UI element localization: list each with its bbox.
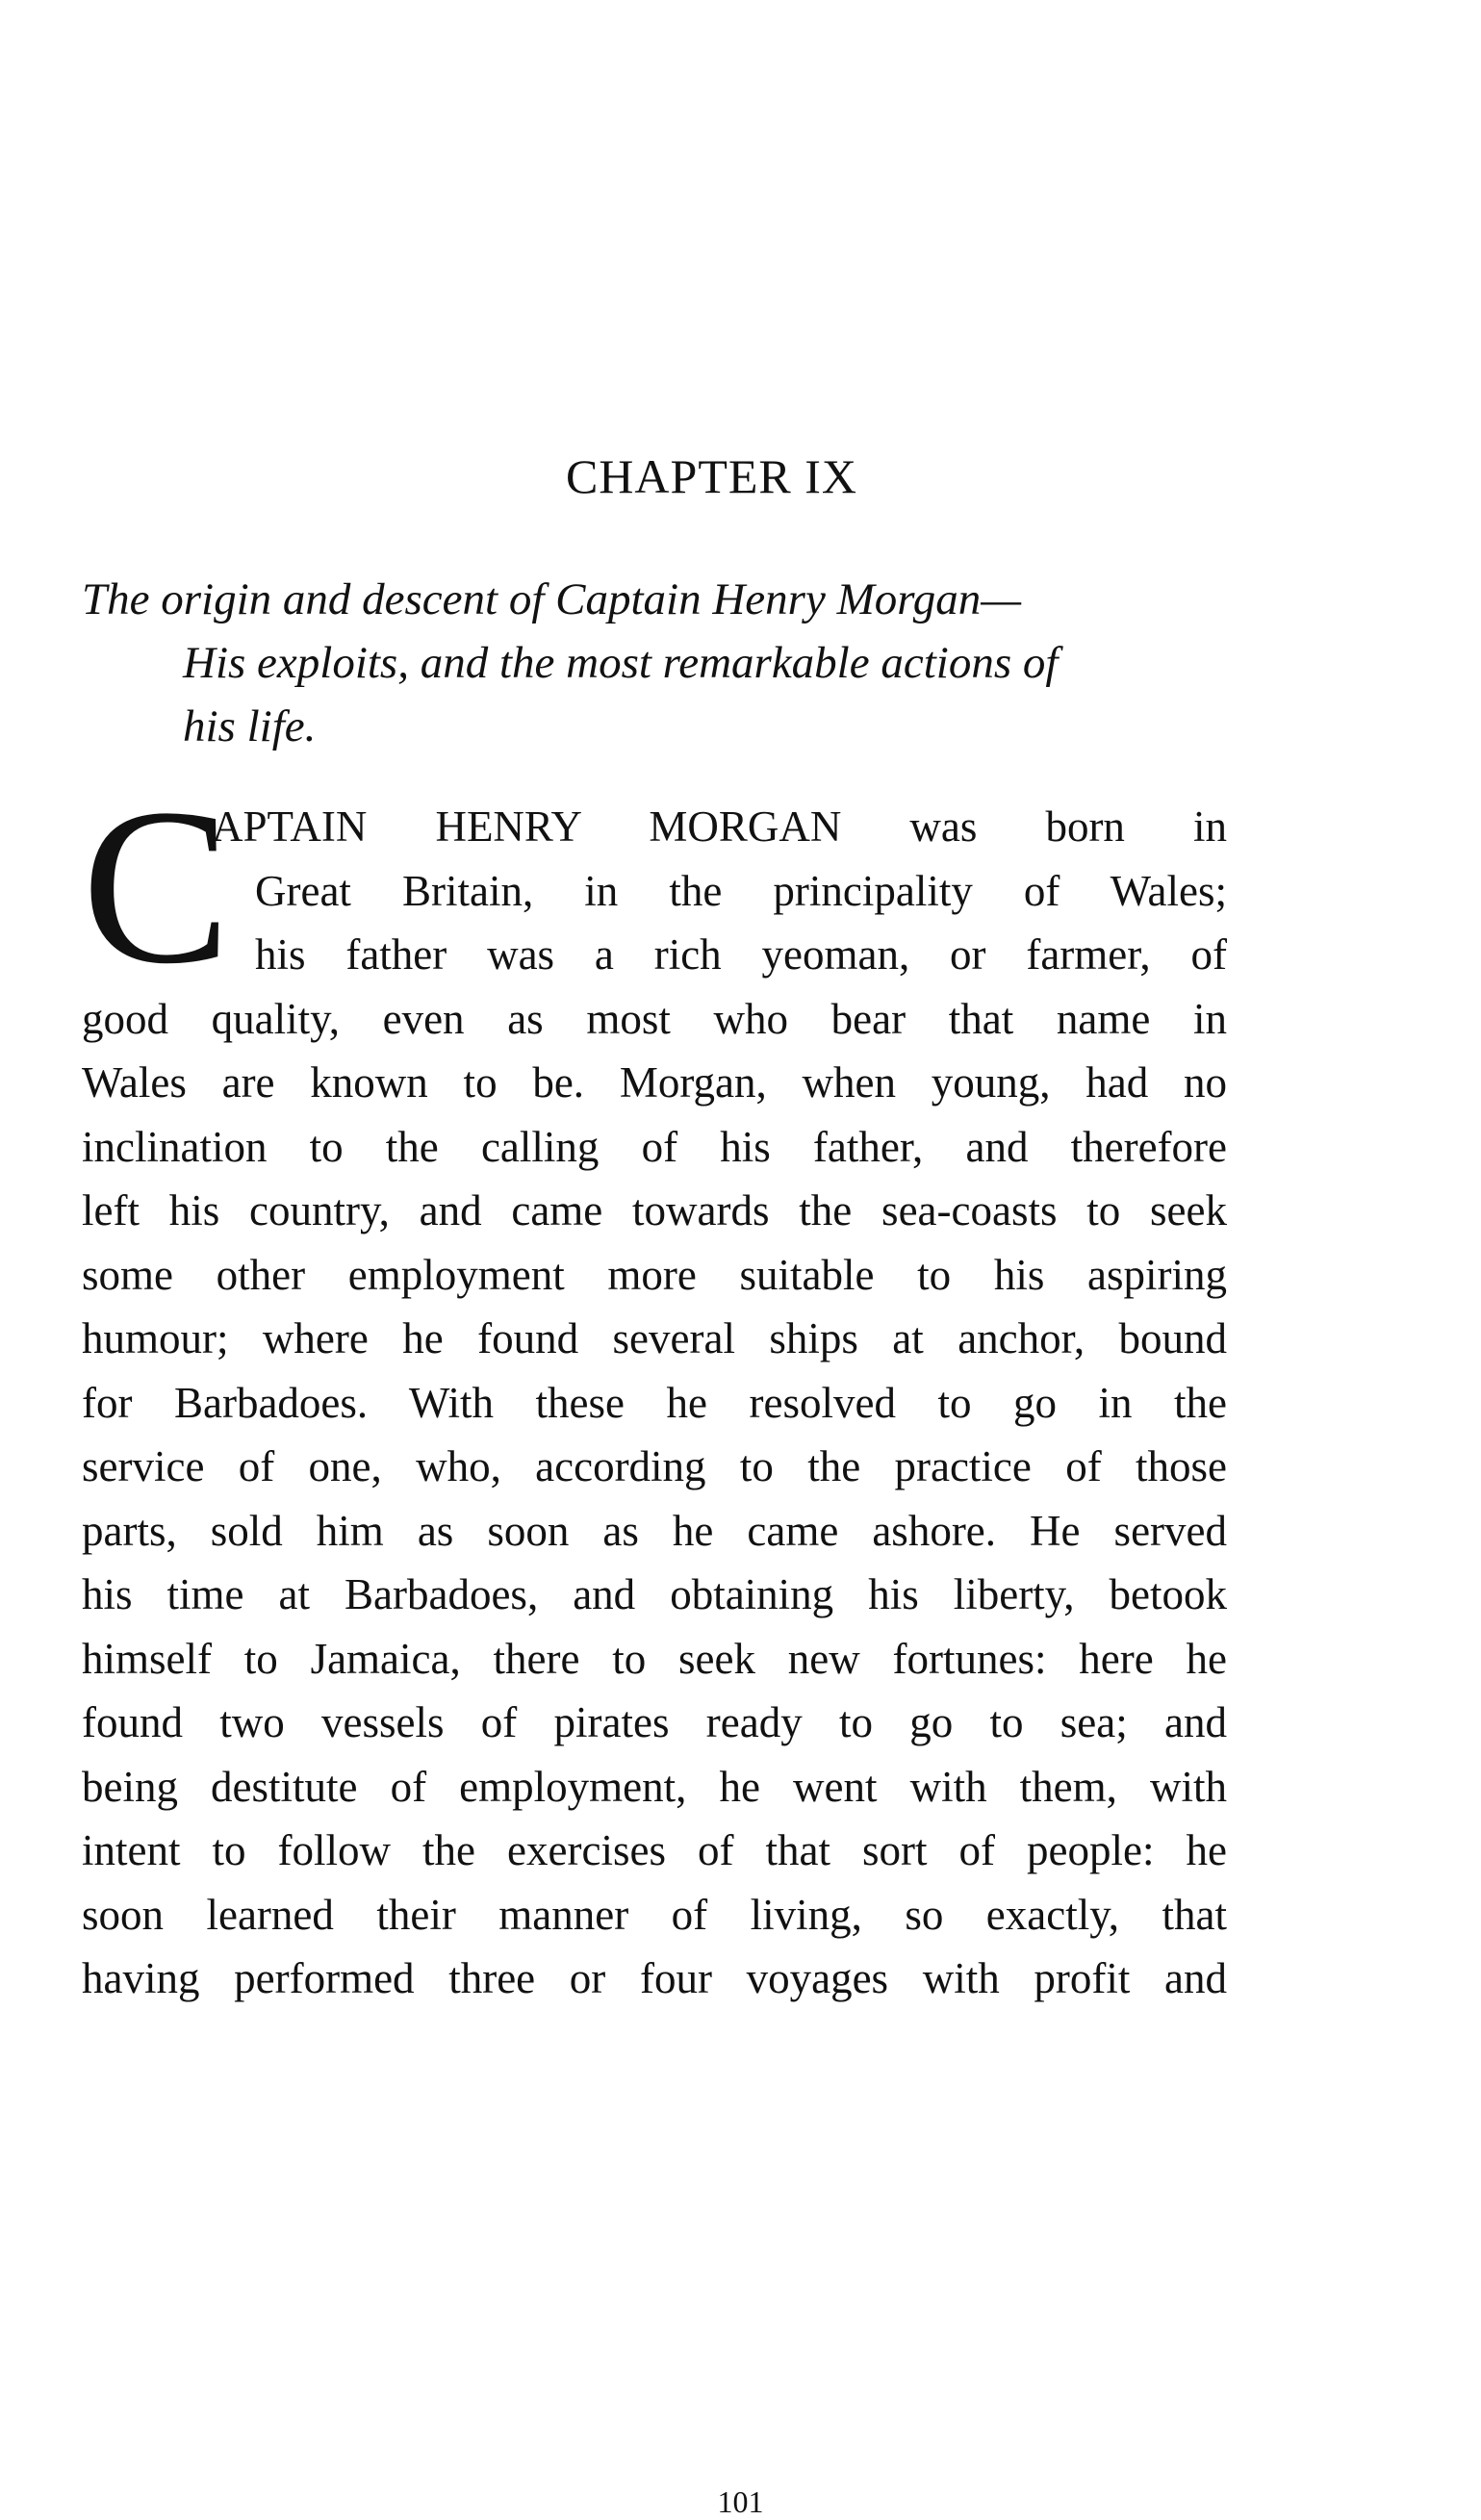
chapter-title: CHAPTER IX — [565, 449, 858, 503]
text-line: being destitute of employment, he went with them, with — [82, 1762, 1227, 1811]
text-line: his father was a rich yeoman, or farmer, of — [255, 930, 1227, 979]
text-line: parts, sold him as soon as he came ashore. He served — [82, 1506, 1227, 1555]
text-line: intent to follow the exercises of that sort of people: he — [82, 1826, 1227, 1874]
text-line: left his country, and came towards the sea-coasts to seek — [82, 1186, 1227, 1235]
text-line: service of one, who, according to the practice of those — [82, 1442, 1227, 1490]
text-line: himself to Jamaica, there to seek new fortunes: here he — [82, 1634, 1227, 1683]
text-line: good quality, even as most who bear that name in — [82, 994, 1227, 1043]
text-line: having performed three or four voyages with profit and — [82, 1954, 1227, 2002]
text-line: for Barbadoes. With these he resolved to go in the — [82, 1378, 1227, 1427]
text-line: Wales are known to be. Morgan, when young, had no — [82, 1058, 1227, 1107]
chapter-summary — [82, 568, 1237, 758]
text-line: his time at Barbadoes, and obtaining his liberty, betook — [82, 1570, 1227, 1618]
summary-line: his life. — [183, 701, 317, 751]
text-line: APTAIN HENRY MORGAN was born in — [212, 802, 1227, 851]
text-line: inclination to the calling of his father, and therefore — [82, 1122, 1227, 1171]
text-line: Great Britain, in the principality of Wales; — [255, 866, 1227, 915]
text-line: soon learned their manner of living, so exactly, that — [82, 1890, 1227, 1939]
text-line: found two vessels of pirates ready to go to sea; and — [82, 1698, 1227, 1746]
drop-cap: C — [82, 763, 231, 1010]
text-line: some other employment more suitable to his aspiring — [82, 1250, 1227, 1299]
page-number: 101 — [717, 2484, 764, 2519]
body-text — [82, 795, 1227, 2011]
text-line: humour; where he found several ships at anchor, bound — [82, 1314, 1227, 1362]
summary-line: His exploits, and the most remarkable actions of — [183, 638, 1059, 688]
summary-line: The origin and descent of Captain Henry Morgan— — [82, 574, 1022, 624]
chapter-heading — [0, 449, 1481, 503]
